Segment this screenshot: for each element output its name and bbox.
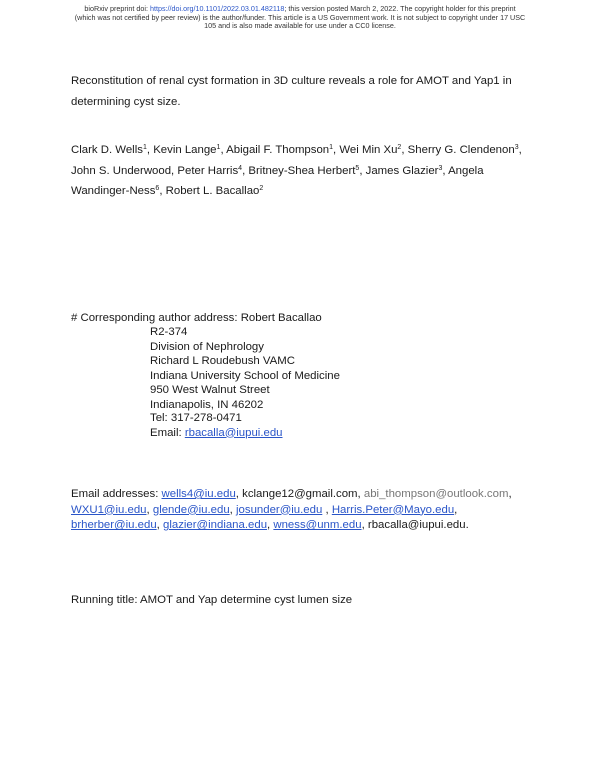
email-addresses: Email addresses: wells4@iu.edu, kclange12@gmail.com, abi_thompson@outlook.com, WXU1@iu.edu, glende@iu.edu, josunder@iu.edu , Harris.Peter@Mayo.edu, brherber@iu.edu, glazier@indiana.edu, wness@unm.edu, rbacalla@iupui.edu. xyxy=(71,488,512,532)
address-line: Richard L Roudebush VAMC xyxy=(150,355,295,367)
telephone: Tel: 317-278-0471 xyxy=(150,412,242,424)
doi-link[interactable]: https://doi.org/10.1101/2022.03.01.482118 xyxy=(149,4,285,13)
author: Robert L. Bacallao$^2$ xyxy=(165,185,264,197)
email-text: kclange12@gmail.com xyxy=(242,488,358,500)
author: Angela Wandinger-Ness$^6$ xyxy=(71,164,484,197)
address-line: Indiana University School of Medicine xyxy=(150,369,340,382)
author-list: Clark D. Wells$^1$, Kevin Lange$^1$, Abigail F. Thompson$^1$, Wei Min Xu$^2$, Sherry G. Clendenon$^3$, John S. Underwood, Peter Harris$^4$, Britney-Shea Herbert$^5$, James Glazier$^3$, Angela Wandinger-Ness$^6$, Robert L. Bacallao$^2$ xyxy=(71,144,522,197)
author: Peter Harris$^4$ xyxy=(177,164,243,177)
author: Wei Min Xu$^2$ xyxy=(339,144,402,156)
email-text: rbacalla@iupui.edu xyxy=(367,519,466,532)
email-link[interactable]: wells4@iu.edu xyxy=(161,488,236,500)
address-line: 950 West Walnut Street xyxy=(150,384,270,396)
corresponding-email: Email: rbacalla@iupui.edu xyxy=(150,426,283,439)
corresponding-email-link[interactable]: rbacalla@iupui.edu xyxy=(184,426,283,439)
author: James Glazier$^3$ xyxy=(365,164,443,177)
author: Clark D. Wells$^1$ xyxy=(71,144,147,156)
author: John S. Underwood xyxy=(71,164,172,177)
corresponding-author-label: # Corresponding author address: Robert Bacallao xyxy=(71,312,322,324)
header-line-3: 105 and is also made available for use under a CC0 license. xyxy=(204,21,396,31)
email-link[interactable]: brherber@iu.edu xyxy=(71,519,157,532)
author: Kevin Lange$^1$ xyxy=(153,144,221,156)
paper-title: Reconstitution of renal cyst formation in 3D culture reveals a role for AMOT and Yap1 in determining cyst size. xyxy=(71,75,512,108)
author: Abigail F. Thompson$^1$ xyxy=(226,144,334,156)
address-line: Division of Nephrology xyxy=(150,340,264,353)
header-line-1: bioRxiv preprint doi: https://doi.org/10.1101/2022.03.01.482118; this version posted March 2, 2022. The copyright holder for this preprint xyxy=(84,4,516,13)
running-title: Running title: AMOT and Yap determine cyst lumen size xyxy=(71,594,353,606)
header-line-2: (which was not certified by peer review) is the author/funder. This article is a US Government work. It is not subject to copyright under 17 USC xyxy=(74,12,526,22)
email-link[interactable]: glende@iu.edu xyxy=(152,503,230,516)
email-link[interactable]: Harris.Peter@Mayo.edu xyxy=(331,503,455,516)
author: Britney-Shea Herbert$^5$ xyxy=(248,164,360,177)
address-line: R2-374 xyxy=(150,326,188,338)
email-link[interactable]: glazier@indiana.edu xyxy=(163,519,268,532)
author: Sherry G. Clendenon$^3$ xyxy=(407,144,519,156)
email-link[interactable]: WXU1@iu.edu xyxy=(71,503,147,516)
email-text: abi_thompson@outlook.com xyxy=(363,488,509,500)
address-line: Indianapolis, IN 46202 xyxy=(150,398,264,411)
email-link[interactable]: josunder@iu.edu xyxy=(236,503,323,516)
email-link[interactable]: wness@unm.edu xyxy=(273,519,362,532)
preprint-header xyxy=(40,5,560,31)
